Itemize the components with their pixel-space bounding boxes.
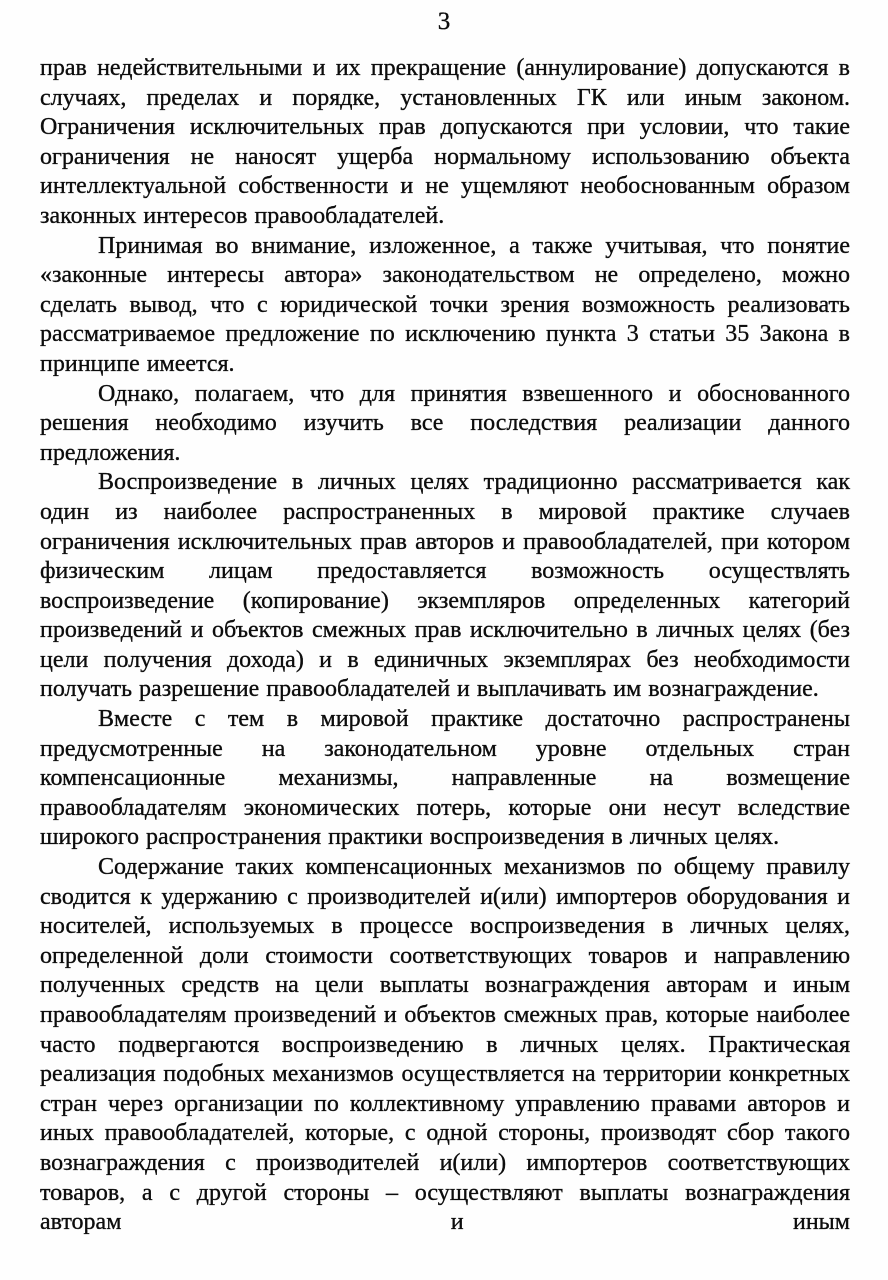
page-number: 3 <box>437 8 451 35</box>
paragraph: Воспроизведение в личных целях традиционно рассматривается как один из наиболее распространенных в мировой практике случаев ограничения исключительных прав авторов и правообладателей, при котором физическим лицам предоставляется возможность осуществлять воспроизведение (копирование) экземпляров определенных категорий произведений и объектов смежных прав исключительно в личных целях (без цели получения дохода) и в единичных экземплярах без необходимости получать разрешение правообладателей и выплачивать им вознаграждение. <box>40 469 850 703</box>
paragraph: Содержание таких компенсационных механизмов по общему правилу сводится к удержанию с производителей и(или) импортеров оборудования и носителей, используемых в процессе воспроизведения в личных целях, определенной доли стоимости соответствующих товаров и направлению полученных средств на цели выплаты вознаграждения авторам и иным правообладателям произведений и объектов смежных прав, которые наиболее часто подвергаются воспроизведению в личных целях. Практическая реализация подобных механизмов осуществляется на территории конкретных стран через организации по коллективному управлению правами авторов и иных правообладателей, которые, с одной стороны, производят сбор такого вознаграждения с производителей и(или) импортеров соответствующих товаров, а с другой стороны – осуществляют выплаты вознаграждения авторам и иным <box>40 854 850 1236</box>
paragraph: Однако, полагаем, что для принятия взвешенного и обоснованного решения необходимо изучить все последствия реализации данного предложения. <box>40 380 850 466</box>
paragraph: Вместе с тем в мировой практике достаточно распространены предусмотренные на законодательном уровне отдельных стран компенсационные механизмы, направленные на возмещение правообладателям экономических потерь, которые они несут вследствие широкого распространения практики воспроизведения в личных целях. <box>40 706 850 851</box>
paragraph: Принимая во внимание, изложенное, а также учитывая, что понятие «законные интересы автора» законодательством не определено, можно сделать вывод, что с юридической точки зрения возможность реализовать рассматриваемое предложение по исключению пункта 3 статьи 35 Закона в принципе имеется. <box>40 232 850 377</box>
paragraph: прав недействительными и их прекращение (аннулирование) допускаются в случаях, пределах и порядке, установленных ГК или иным законом. Ограничения исключительных прав допускаются при условии, что такие ограничения не наносят ущерба нормальному использованию объекта интеллектуальной собственности и не ущемляют необоснованным образом законных интересов правообладателей. <box>40 55 850 229</box>
document-body <box>40 54 850 1238</box>
